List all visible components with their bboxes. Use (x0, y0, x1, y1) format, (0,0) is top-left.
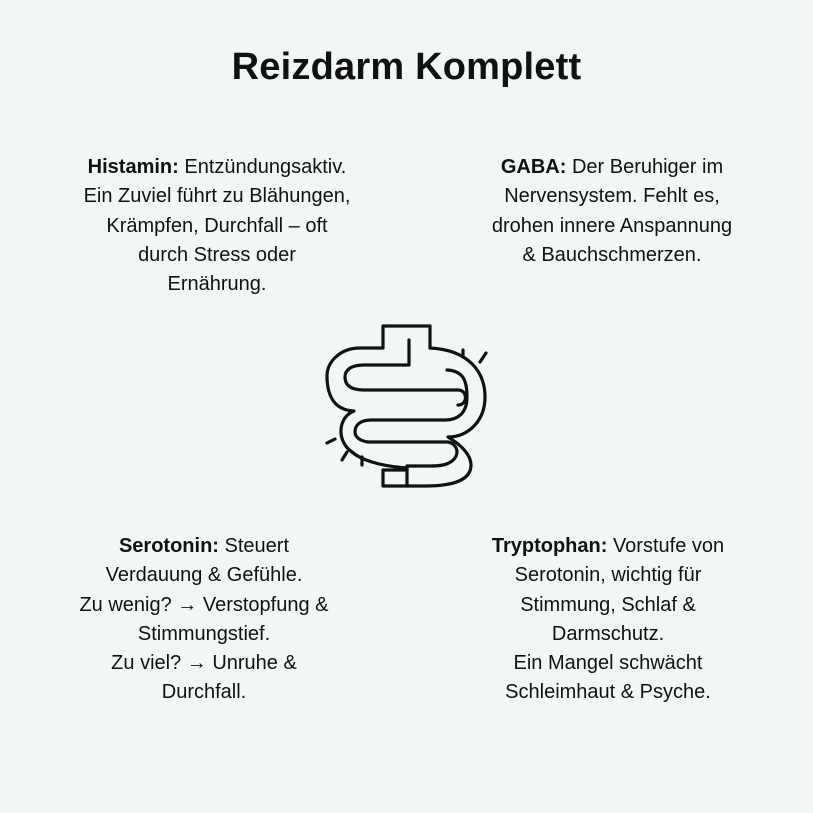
card-text: Schleimhaut & Psyche. (505, 681, 711, 704)
card-text: Ein Mangel schwächt (513, 652, 703, 675)
card-first-line (44, 532, 364, 561)
card-first-line (448, 532, 768, 561)
card-text: Zu viel? → Unruhe & (111, 652, 297, 675)
info-card-tryptophan (448, 532, 768, 708)
card-text: durch Stress oder (138, 243, 296, 266)
intestine-icon (316, 318, 496, 496)
card-text: Zu wenig? → Verstopfung & (79, 593, 329, 616)
card-text: Der Beruhiger im (566, 156, 724, 178)
card-first-line (452, 153, 772, 182)
card-text: Vorstufe von (607, 535, 725, 557)
card-term: GABA: (500, 156, 567, 178)
card-term: Tryptophan: (491, 535, 608, 557)
card-text: Durchfall. (161, 681, 247, 704)
card-text: Stimmungstief. (137, 622, 271, 645)
page-title: Reizdarm Komplett (231, 46, 582, 88)
card-text: Nervensystem. Fehlt es, (504, 185, 720, 208)
card-text: Entzündungsaktiv. (178, 156, 347, 178)
info-card-histamin (57, 153, 377, 299)
card-text: Stimmung, Schlaf & (520, 593, 696, 616)
card-text: Ernährung. (167, 273, 267, 296)
card-term: Histamin: (87, 156, 179, 178)
card-first-line (57, 153, 377, 182)
card-text: & Bauchschmerzen. (522, 243, 702, 266)
card-text: Darmschutz. (551, 622, 665, 645)
card-text: drohen innere Anspannung (491, 214, 733, 237)
card-text: Serotonin, wichtig für (514, 564, 702, 587)
card-text: Verdauung & Gefühle. (105, 564, 303, 587)
card-term: Serotonin: (118, 535, 219, 557)
info-card-serotonin (44, 532, 364, 708)
info-card-gaba (452, 153, 772, 270)
card-text: Steuert (218, 535, 290, 557)
card-text: Krämpfen, Durchfall – oft (106, 214, 328, 237)
card-text: Ein Zuviel führt zu Blähungen, (83, 185, 351, 208)
